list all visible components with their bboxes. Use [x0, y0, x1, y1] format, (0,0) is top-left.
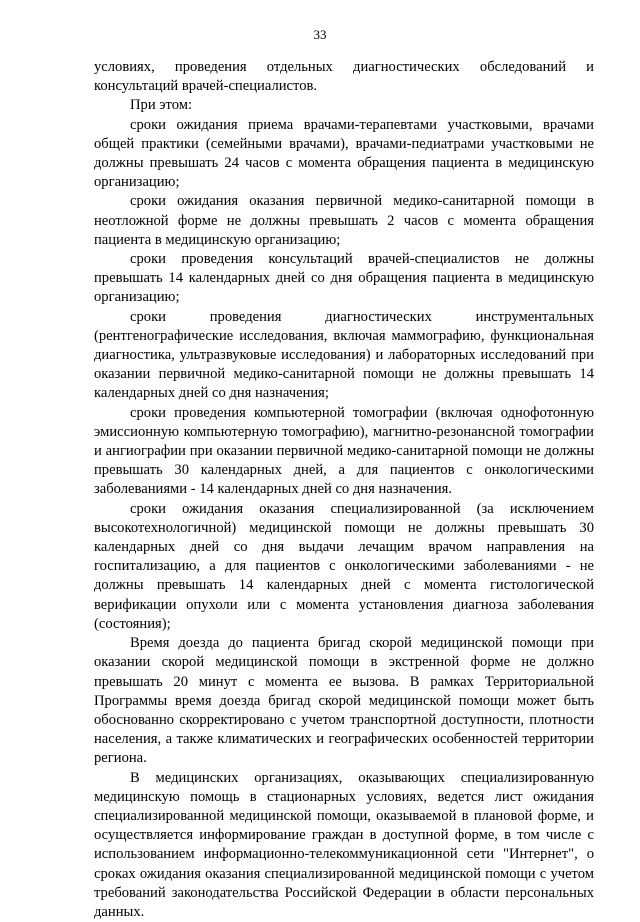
paragraph-7: сроки проведения компьютерной томографии (включая однофотонную эмиссионную компьютерную томографию), магнитно-резонансной томографии и ангиографии при оказании первичной медико-санитарной помощи не должны превышать 30 календарных дней, а для пациентов с онкологическими заболеваниями - 14 календарных дней со дня назначения. — [94, 404, 594, 498]
paragraph-2: При этом: — [130, 97, 193, 114]
page-number: 33 — [313, 27, 327, 42]
paragraph-1: условиях, проведения отдельных диагностических обследований и консультаций врачей-специалистов. — [94, 59, 594, 95]
paragraph-3: сроки ожидания приема врачами-терапевтами участковыми, врачами общей практики (семейными врачами), врачами-педиатрами участковыми не должны превышать 24 часов с момента обращения пациента в медицинскую организацию; — [94, 116, 594, 191]
document-body — [94, 58, 594, 922]
paragraph-5: сроки проведения консультаций врачей-специалистов не должны превышать 14 календарных дней со дня обращения пациента в медицинскую организацию; — [94, 251, 594, 306]
paragraph-10: В медицинских организациях, оказывающих специализированную медицинскую помощь в стационарных условиях, ведется лист ожидания специализированной медицинской помощи, оказываемой в плановой форме, и осуществляется информирование граждан в доступной форме, в том числе с использованием информационно-телекоммуникационной сети "Интернет", о сроках ожидания оказания специализированной медицинской помощи с учетом требований законодательства Российской Федерации в области персональных данных. — [94, 769, 594, 920]
paragraph-6: сроки проведения диагностических инструментальных (рентгенографические исследования, включая маммографию, функциональная диагностика, ультразвуковые исследования) и лабораторных исследований при оказании первичной медико-санитарной помощи не должны превышать 14 календарных дней со дня назначения; — [94, 308, 594, 402]
paragraph-9: Время доезда до пациента бригад скорой медицинской помощи при оказании скорой медицинской помощи в экстренной форме не должно превышать 20 минут с момента ее вызова. В рамках Территориальной Программы время доезда бригад скорой медицинской помощи может быть обоснованно скорректировано с учетом транспортной доступности, плотности населения, а также климатических и географических особенностей территории региона. — [94, 635, 594, 767]
paragraph-8: сроки ожидания оказания специализированной (за исключением высокотехнологичной) медицинской помощи не должны превышать 30 календарных дней со дня выдачи лечащим врачом направления на госпитализацию, а для пациентов с онкологическими заболеваниями - не должны превышать 14 календарных дней с момента гистологической верификации опухоли или с момента установления диагноза заболевания (состояния); — [94, 500, 594, 632]
paragraph-4: сроки ожидания оказания первичной медико-санитарной помощи в неотложной форме не должны превышать 2 часов с момента обращения пациента в медицинскую организацию; — [94, 193, 594, 248]
